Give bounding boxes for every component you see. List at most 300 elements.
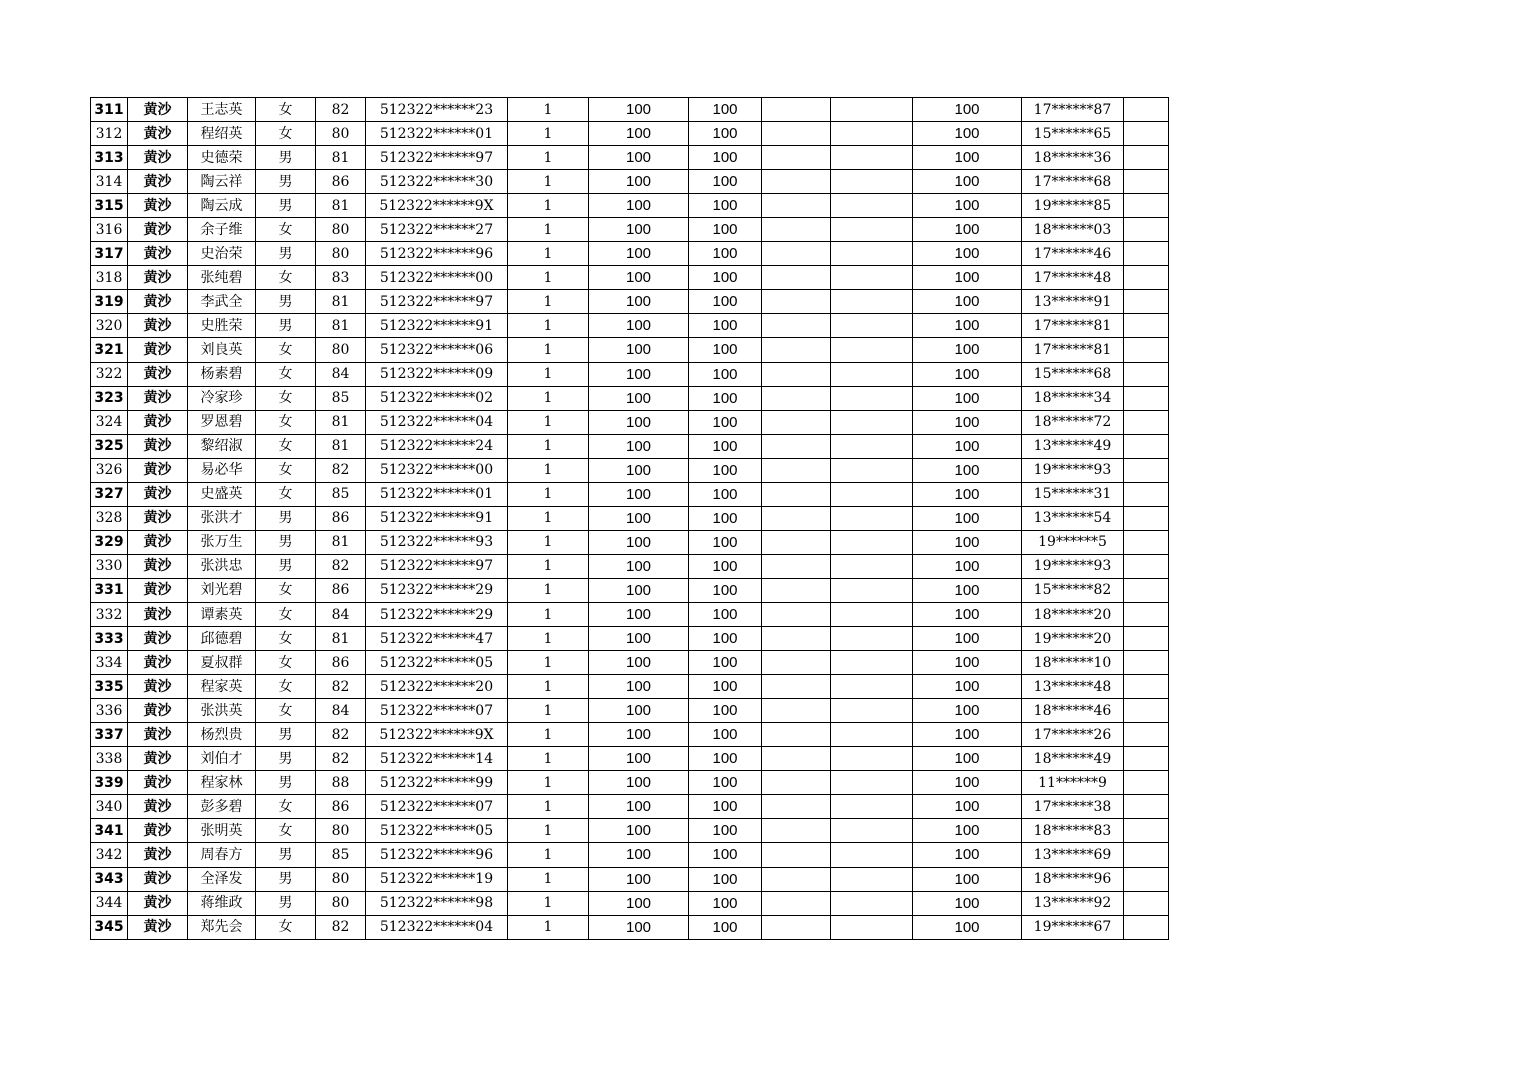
- cell-blank-c: [762, 386, 831, 410]
- cell-amount-e: 100: [913, 843, 1022, 867]
- cell-id-number: 512322******9X: [366, 723, 508, 747]
- cell-id-number: 512322******99: [366, 771, 508, 795]
- cell-blank-c: [762, 314, 831, 338]
- cell-blank-c: [762, 98, 831, 122]
- cell-blank-d: [831, 362, 913, 386]
- cell-name: 张万生: [188, 530, 256, 554]
- cell-name: 陶云成: [188, 194, 256, 218]
- cell-amount-a: 100: [589, 458, 689, 482]
- cell-age: 82: [316, 915, 366, 939]
- cell-id-number: 512322******97: [366, 290, 508, 314]
- cell-index: 312: [91, 122, 128, 146]
- cell-name: 史治荣: [188, 242, 256, 266]
- data-table: [90, 97, 1169, 940]
- cell-blank-c: [762, 627, 831, 651]
- cell-age: 82: [316, 747, 366, 771]
- cell-amount-a: 100: [589, 242, 689, 266]
- cell-amount-e: 100: [913, 98, 1022, 122]
- cell-blank-f: [1124, 266, 1169, 290]
- cell-count: 1: [508, 458, 589, 482]
- cell-phone: 19******20: [1022, 627, 1124, 651]
- cell-town: 黄沙: [128, 651, 188, 675]
- cell-blank-f: [1124, 410, 1169, 434]
- cell-blank-f: [1124, 218, 1169, 242]
- cell-sex: 女: [256, 410, 316, 434]
- cell-name: 张明英: [188, 819, 256, 843]
- cell-count: 1: [508, 434, 589, 458]
- cell-blank-d: [831, 819, 913, 843]
- cell-blank-d: [831, 915, 913, 939]
- table-row: [91, 819, 1169, 843]
- cell-amount-a: 100: [589, 338, 689, 362]
- cell-blank-c: [762, 891, 831, 915]
- cell-count: 1: [508, 578, 589, 602]
- cell-blank-c: [762, 554, 831, 578]
- cell-index: 340: [91, 795, 128, 819]
- cell-blank-f: [1124, 747, 1169, 771]
- cell-blank-d: [831, 458, 913, 482]
- cell-sex: 男: [256, 843, 316, 867]
- table-row: [91, 434, 1169, 458]
- cell-blank-c: [762, 266, 831, 290]
- cell-blank-f: [1124, 723, 1169, 747]
- cell-name: 张纯碧: [188, 266, 256, 290]
- cell-id-number: 512322******30: [366, 170, 508, 194]
- cell-blank-d: [831, 627, 913, 651]
- cell-amount-e: 100: [913, 362, 1022, 386]
- cell-town: 黄沙: [128, 218, 188, 242]
- cell-index: 313: [91, 146, 128, 170]
- table-row: [91, 458, 1169, 482]
- cell-index: 345: [91, 915, 128, 939]
- cell-name: 罗恩碧: [188, 410, 256, 434]
- cell-age: 80: [316, 819, 366, 843]
- cell-age: 80: [316, 891, 366, 915]
- cell-blank-c: [762, 867, 831, 891]
- cell-blank-c: [762, 410, 831, 434]
- cell-id-number: 512322******14: [366, 747, 508, 771]
- table-row: [91, 891, 1169, 915]
- cell-phone: 19******93: [1022, 554, 1124, 578]
- cell-phone: 13******92: [1022, 891, 1124, 915]
- cell-index: 335: [91, 675, 128, 699]
- table-row: [91, 602, 1169, 626]
- cell-blank-d: [831, 434, 913, 458]
- cell-blank-f: [1124, 578, 1169, 602]
- cell-id-number: 512322******05: [366, 819, 508, 843]
- cell-town: 黄沙: [128, 482, 188, 506]
- cell-amount-a: 100: [589, 362, 689, 386]
- cell-town: 黄沙: [128, 362, 188, 386]
- cell-age: 80: [316, 338, 366, 362]
- cell-amount-e: 100: [913, 386, 1022, 410]
- cell-blank-d: [831, 578, 913, 602]
- cell-town: 黄沙: [128, 146, 188, 170]
- cell-blank-c: [762, 338, 831, 362]
- cell-amount-b: 100: [689, 651, 762, 675]
- cell-index: 323: [91, 386, 128, 410]
- cell-amount-e: 100: [913, 290, 1022, 314]
- cell-amount-e: 100: [913, 314, 1022, 338]
- cell-phone: 18******46: [1022, 699, 1124, 723]
- cell-sex: 女: [256, 458, 316, 482]
- cell-blank-d: [831, 554, 913, 578]
- cell-age: 82: [316, 675, 366, 699]
- cell-blank-f: [1124, 482, 1169, 506]
- cell-blank-d: [831, 867, 913, 891]
- cell-amount-e: 100: [913, 602, 1022, 626]
- cell-amount-e: 100: [913, 122, 1022, 146]
- cell-index: 342: [91, 843, 128, 867]
- cell-amount-a: 100: [589, 266, 689, 290]
- cell-blank-f: [1124, 843, 1169, 867]
- cell-amount-b: 100: [689, 723, 762, 747]
- cell-blank-f: [1124, 795, 1169, 819]
- cell-name: 刘伯才: [188, 747, 256, 771]
- cell-amount-e: 100: [913, 482, 1022, 506]
- cell-count: 1: [508, 651, 589, 675]
- cell-amount-a: 100: [589, 771, 689, 795]
- cell-blank-f: [1124, 290, 1169, 314]
- cell-amount-b: 100: [689, 771, 762, 795]
- cell-blank-d: [831, 771, 913, 795]
- cell-amount-e: 100: [913, 627, 1022, 651]
- cell-phone: 17******81: [1022, 314, 1124, 338]
- cell-sex: 男: [256, 891, 316, 915]
- cell-town: 黄沙: [128, 338, 188, 362]
- cell-phone: 13******91: [1022, 290, 1124, 314]
- cell-id-number: 512322******29: [366, 578, 508, 602]
- cell-age: 81: [316, 410, 366, 434]
- table-row: [91, 146, 1169, 170]
- cell-index: 322: [91, 362, 128, 386]
- cell-name: 刘光碧: [188, 578, 256, 602]
- cell-amount-a: 100: [589, 122, 689, 146]
- cell-amount-b: 100: [689, 146, 762, 170]
- table-row: [91, 362, 1169, 386]
- cell-amount-a: 100: [589, 98, 689, 122]
- cell-count: 1: [508, 338, 589, 362]
- table-row: [91, 386, 1169, 410]
- cell-sex: 男: [256, 170, 316, 194]
- cell-amount-b: 100: [689, 747, 762, 771]
- cell-town: 黄沙: [128, 747, 188, 771]
- cell-blank-c: [762, 170, 831, 194]
- cell-town: 黄沙: [128, 578, 188, 602]
- cell-town: 黄沙: [128, 314, 188, 338]
- table-row: [91, 290, 1169, 314]
- table-row: [91, 122, 1169, 146]
- cell-age: 86: [316, 578, 366, 602]
- cell-town: 黄沙: [128, 795, 188, 819]
- cell-amount-b: 100: [689, 819, 762, 843]
- cell-name: 易必华: [188, 458, 256, 482]
- cell-amount-e: 100: [913, 723, 1022, 747]
- cell-age: 81: [316, 194, 366, 218]
- cell-sex: 男: [256, 242, 316, 266]
- cell-phone: 13******54: [1022, 506, 1124, 530]
- cell-sex: 女: [256, 915, 316, 939]
- cell-amount-e: 100: [913, 699, 1022, 723]
- cell-amount-a: 100: [589, 506, 689, 530]
- cell-blank-c: [762, 675, 831, 699]
- cell-index: 321: [91, 338, 128, 362]
- cell-phone: 18******20: [1022, 602, 1124, 626]
- cell-amount-a: 100: [589, 170, 689, 194]
- table-row: [91, 675, 1169, 699]
- cell-amount-b: 100: [689, 362, 762, 386]
- cell-count: 1: [508, 675, 589, 699]
- cell-count: 1: [508, 122, 589, 146]
- cell-id-number: 512322******23: [366, 98, 508, 122]
- cell-amount-b: 100: [689, 578, 762, 602]
- cell-amount-b: 100: [689, 266, 762, 290]
- cell-phone: 17******87: [1022, 98, 1124, 122]
- cell-amount-b: 100: [689, 242, 762, 266]
- cell-count: 1: [508, 699, 589, 723]
- cell-amount-a: 100: [589, 915, 689, 939]
- cell-name: 王志英: [188, 98, 256, 122]
- cell-age: 80: [316, 242, 366, 266]
- cell-age: 86: [316, 795, 366, 819]
- cell-phone: 18******96: [1022, 867, 1124, 891]
- cell-phone: 18******03: [1022, 218, 1124, 242]
- cell-blank-f: [1124, 699, 1169, 723]
- cell-id-number: 512322******20: [366, 675, 508, 699]
- cell-town: 黄沙: [128, 843, 188, 867]
- cell-amount-e: 100: [913, 146, 1022, 170]
- cell-blank-f: [1124, 314, 1169, 338]
- cell-count: 1: [508, 98, 589, 122]
- cell-amount-b: 100: [689, 434, 762, 458]
- cell-amount-e: 100: [913, 458, 1022, 482]
- cell-amount-b: 100: [689, 194, 762, 218]
- cell-blank-c: [762, 819, 831, 843]
- cell-town: 黄沙: [128, 506, 188, 530]
- cell-age: 81: [316, 314, 366, 338]
- cell-amount-a: 100: [589, 410, 689, 434]
- cell-blank-c: [762, 242, 831, 266]
- cell-age: 82: [316, 554, 366, 578]
- table-row: [91, 699, 1169, 723]
- cell-blank-d: [831, 530, 913, 554]
- cell-index: 324: [91, 410, 128, 434]
- cell-blank-f: [1124, 554, 1169, 578]
- table-row: [91, 218, 1169, 242]
- cell-count: 1: [508, 819, 589, 843]
- cell-amount-e: 100: [913, 554, 1022, 578]
- cell-id-number: 512322******47: [366, 627, 508, 651]
- cell-sex: 女: [256, 578, 316, 602]
- cell-town: 黄沙: [128, 723, 188, 747]
- cell-blank-d: [831, 482, 913, 506]
- cell-name: 史盛英: [188, 482, 256, 506]
- cell-blank-d: [831, 338, 913, 362]
- cell-blank-c: [762, 146, 831, 170]
- cell-index: 319: [91, 290, 128, 314]
- cell-phone: 19******67: [1022, 915, 1124, 939]
- cell-index: 314: [91, 170, 128, 194]
- cell-blank-c: [762, 458, 831, 482]
- table-row: [91, 723, 1169, 747]
- cell-id-number: 512322******01: [366, 122, 508, 146]
- cell-sex: 女: [256, 98, 316, 122]
- cell-age: 86: [316, 170, 366, 194]
- cell-count: 1: [508, 891, 589, 915]
- table-row: [91, 242, 1169, 266]
- table-row: [91, 795, 1169, 819]
- cell-age: 85: [316, 843, 366, 867]
- cell-name: 杨素碧: [188, 362, 256, 386]
- cell-blank-d: [831, 98, 913, 122]
- cell-amount-a: 100: [589, 578, 689, 602]
- cell-count: 1: [508, 771, 589, 795]
- cell-blank-f: [1124, 915, 1169, 939]
- cell-sex: 男: [256, 530, 316, 554]
- cell-sex: 男: [256, 146, 316, 170]
- cell-town: 黄沙: [128, 122, 188, 146]
- cell-blank-f: [1124, 867, 1169, 891]
- table-row: [91, 627, 1169, 651]
- cell-blank-d: [831, 242, 913, 266]
- cell-amount-b: 100: [689, 627, 762, 651]
- cell-amount-e: 100: [913, 819, 1022, 843]
- cell-amount-b: 100: [689, 602, 762, 626]
- cell-amount-a: 100: [589, 290, 689, 314]
- cell-index: 337: [91, 723, 128, 747]
- table-row: [91, 170, 1169, 194]
- cell-amount-a: 100: [589, 675, 689, 699]
- cell-blank-c: [762, 434, 831, 458]
- cell-blank-d: [831, 266, 913, 290]
- cell-count: 1: [508, 410, 589, 434]
- cell-sex: 女: [256, 362, 316, 386]
- cell-phone: 19******85: [1022, 194, 1124, 218]
- cell-index: 339: [91, 771, 128, 795]
- cell-name: 刘良英: [188, 338, 256, 362]
- cell-town: 黄沙: [128, 891, 188, 915]
- cell-blank-c: [762, 602, 831, 626]
- cell-phone: 18******34: [1022, 386, 1124, 410]
- cell-phone: 18******10: [1022, 651, 1124, 675]
- cell-amount-b: 100: [689, 218, 762, 242]
- cell-amount-a: 100: [589, 218, 689, 242]
- cell-phone: 17******48: [1022, 266, 1124, 290]
- cell-age: 84: [316, 362, 366, 386]
- cell-town: 黄沙: [128, 554, 188, 578]
- cell-blank-d: [831, 699, 913, 723]
- cell-name: 全泽发: [188, 867, 256, 891]
- cell-count: 1: [508, 843, 589, 867]
- cell-amount-b: 100: [689, 386, 762, 410]
- cell-amount-a: 100: [589, 843, 689, 867]
- cell-town: 黄沙: [128, 434, 188, 458]
- cell-phone: 17******81: [1022, 338, 1124, 362]
- cell-amount-a: 100: [589, 867, 689, 891]
- cell-amount-a: 100: [589, 530, 689, 554]
- table-row: [91, 530, 1169, 554]
- cell-sex: 女: [256, 651, 316, 675]
- cell-index: 317: [91, 242, 128, 266]
- cell-index: 344: [91, 891, 128, 915]
- cell-amount-e: 100: [913, 266, 1022, 290]
- cell-blank-d: [831, 290, 913, 314]
- cell-index: 311: [91, 98, 128, 122]
- cell-count: 1: [508, 530, 589, 554]
- cell-id-number: 512322******05: [366, 651, 508, 675]
- cell-amount-b: 100: [689, 410, 762, 434]
- cell-town: 黄沙: [128, 530, 188, 554]
- cell-town: 黄沙: [128, 602, 188, 626]
- cell-id-number: 512322******91: [366, 506, 508, 530]
- table-row: [91, 482, 1169, 506]
- cell-age: 81: [316, 434, 366, 458]
- cell-count: 1: [508, 627, 589, 651]
- cell-amount-a: 100: [589, 891, 689, 915]
- table-row: [91, 314, 1169, 338]
- cell-phone: 18******36: [1022, 146, 1124, 170]
- cell-index: 343: [91, 867, 128, 891]
- cell-town: 黄沙: [128, 98, 188, 122]
- cell-blank-f: [1124, 194, 1169, 218]
- cell-town: 黄沙: [128, 386, 188, 410]
- cell-amount-a: 100: [589, 795, 689, 819]
- cell-phone: 15******68: [1022, 362, 1124, 386]
- cell-amount-a: 100: [589, 314, 689, 338]
- cell-id-number: 512322******97: [366, 554, 508, 578]
- cell-age: 86: [316, 506, 366, 530]
- cell-amount-a: 100: [589, 819, 689, 843]
- cell-phone: 15******65: [1022, 122, 1124, 146]
- cell-index: 326: [91, 458, 128, 482]
- cell-blank-f: [1124, 170, 1169, 194]
- cell-name: 蒋维政: [188, 891, 256, 915]
- cell-town: 黄沙: [128, 771, 188, 795]
- cell-blank-c: [762, 194, 831, 218]
- cell-age: 84: [316, 699, 366, 723]
- cell-count: 1: [508, 242, 589, 266]
- cell-sex: 男: [256, 723, 316, 747]
- cell-age: 82: [316, 98, 366, 122]
- table-row: [91, 194, 1169, 218]
- cell-amount-b: 100: [689, 915, 762, 939]
- cell-id-number: 512322******9X: [366, 194, 508, 218]
- cell-phone: 17******26: [1022, 723, 1124, 747]
- cell-age: 81: [316, 530, 366, 554]
- cell-amount-e: 100: [913, 651, 1022, 675]
- cell-name: 周春方: [188, 843, 256, 867]
- cell-name: 张洪才: [188, 506, 256, 530]
- cell-amount-a: 100: [589, 482, 689, 506]
- cell-age: 80: [316, 122, 366, 146]
- cell-amount-e: 100: [913, 218, 1022, 242]
- cell-sex: 女: [256, 602, 316, 626]
- cell-age: 80: [316, 218, 366, 242]
- cell-blank-c: [762, 723, 831, 747]
- cell-amount-b: 100: [689, 458, 762, 482]
- cell-town: 黄沙: [128, 819, 188, 843]
- cell-name: 冷家珍: [188, 386, 256, 410]
- cell-amount-e: 100: [913, 867, 1022, 891]
- table-row: [91, 98, 1169, 122]
- cell-amount-b: 100: [689, 122, 762, 146]
- cell-blank-f: [1124, 675, 1169, 699]
- cell-amount-e: 100: [913, 771, 1022, 795]
- cell-blank-c: [762, 218, 831, 242]
- cell-blank-d: [831, 410, 913, 434]
- cell-sex: 女: [256, 266, 316, 290]
- table-row: [91, 915, 1169, 939]
